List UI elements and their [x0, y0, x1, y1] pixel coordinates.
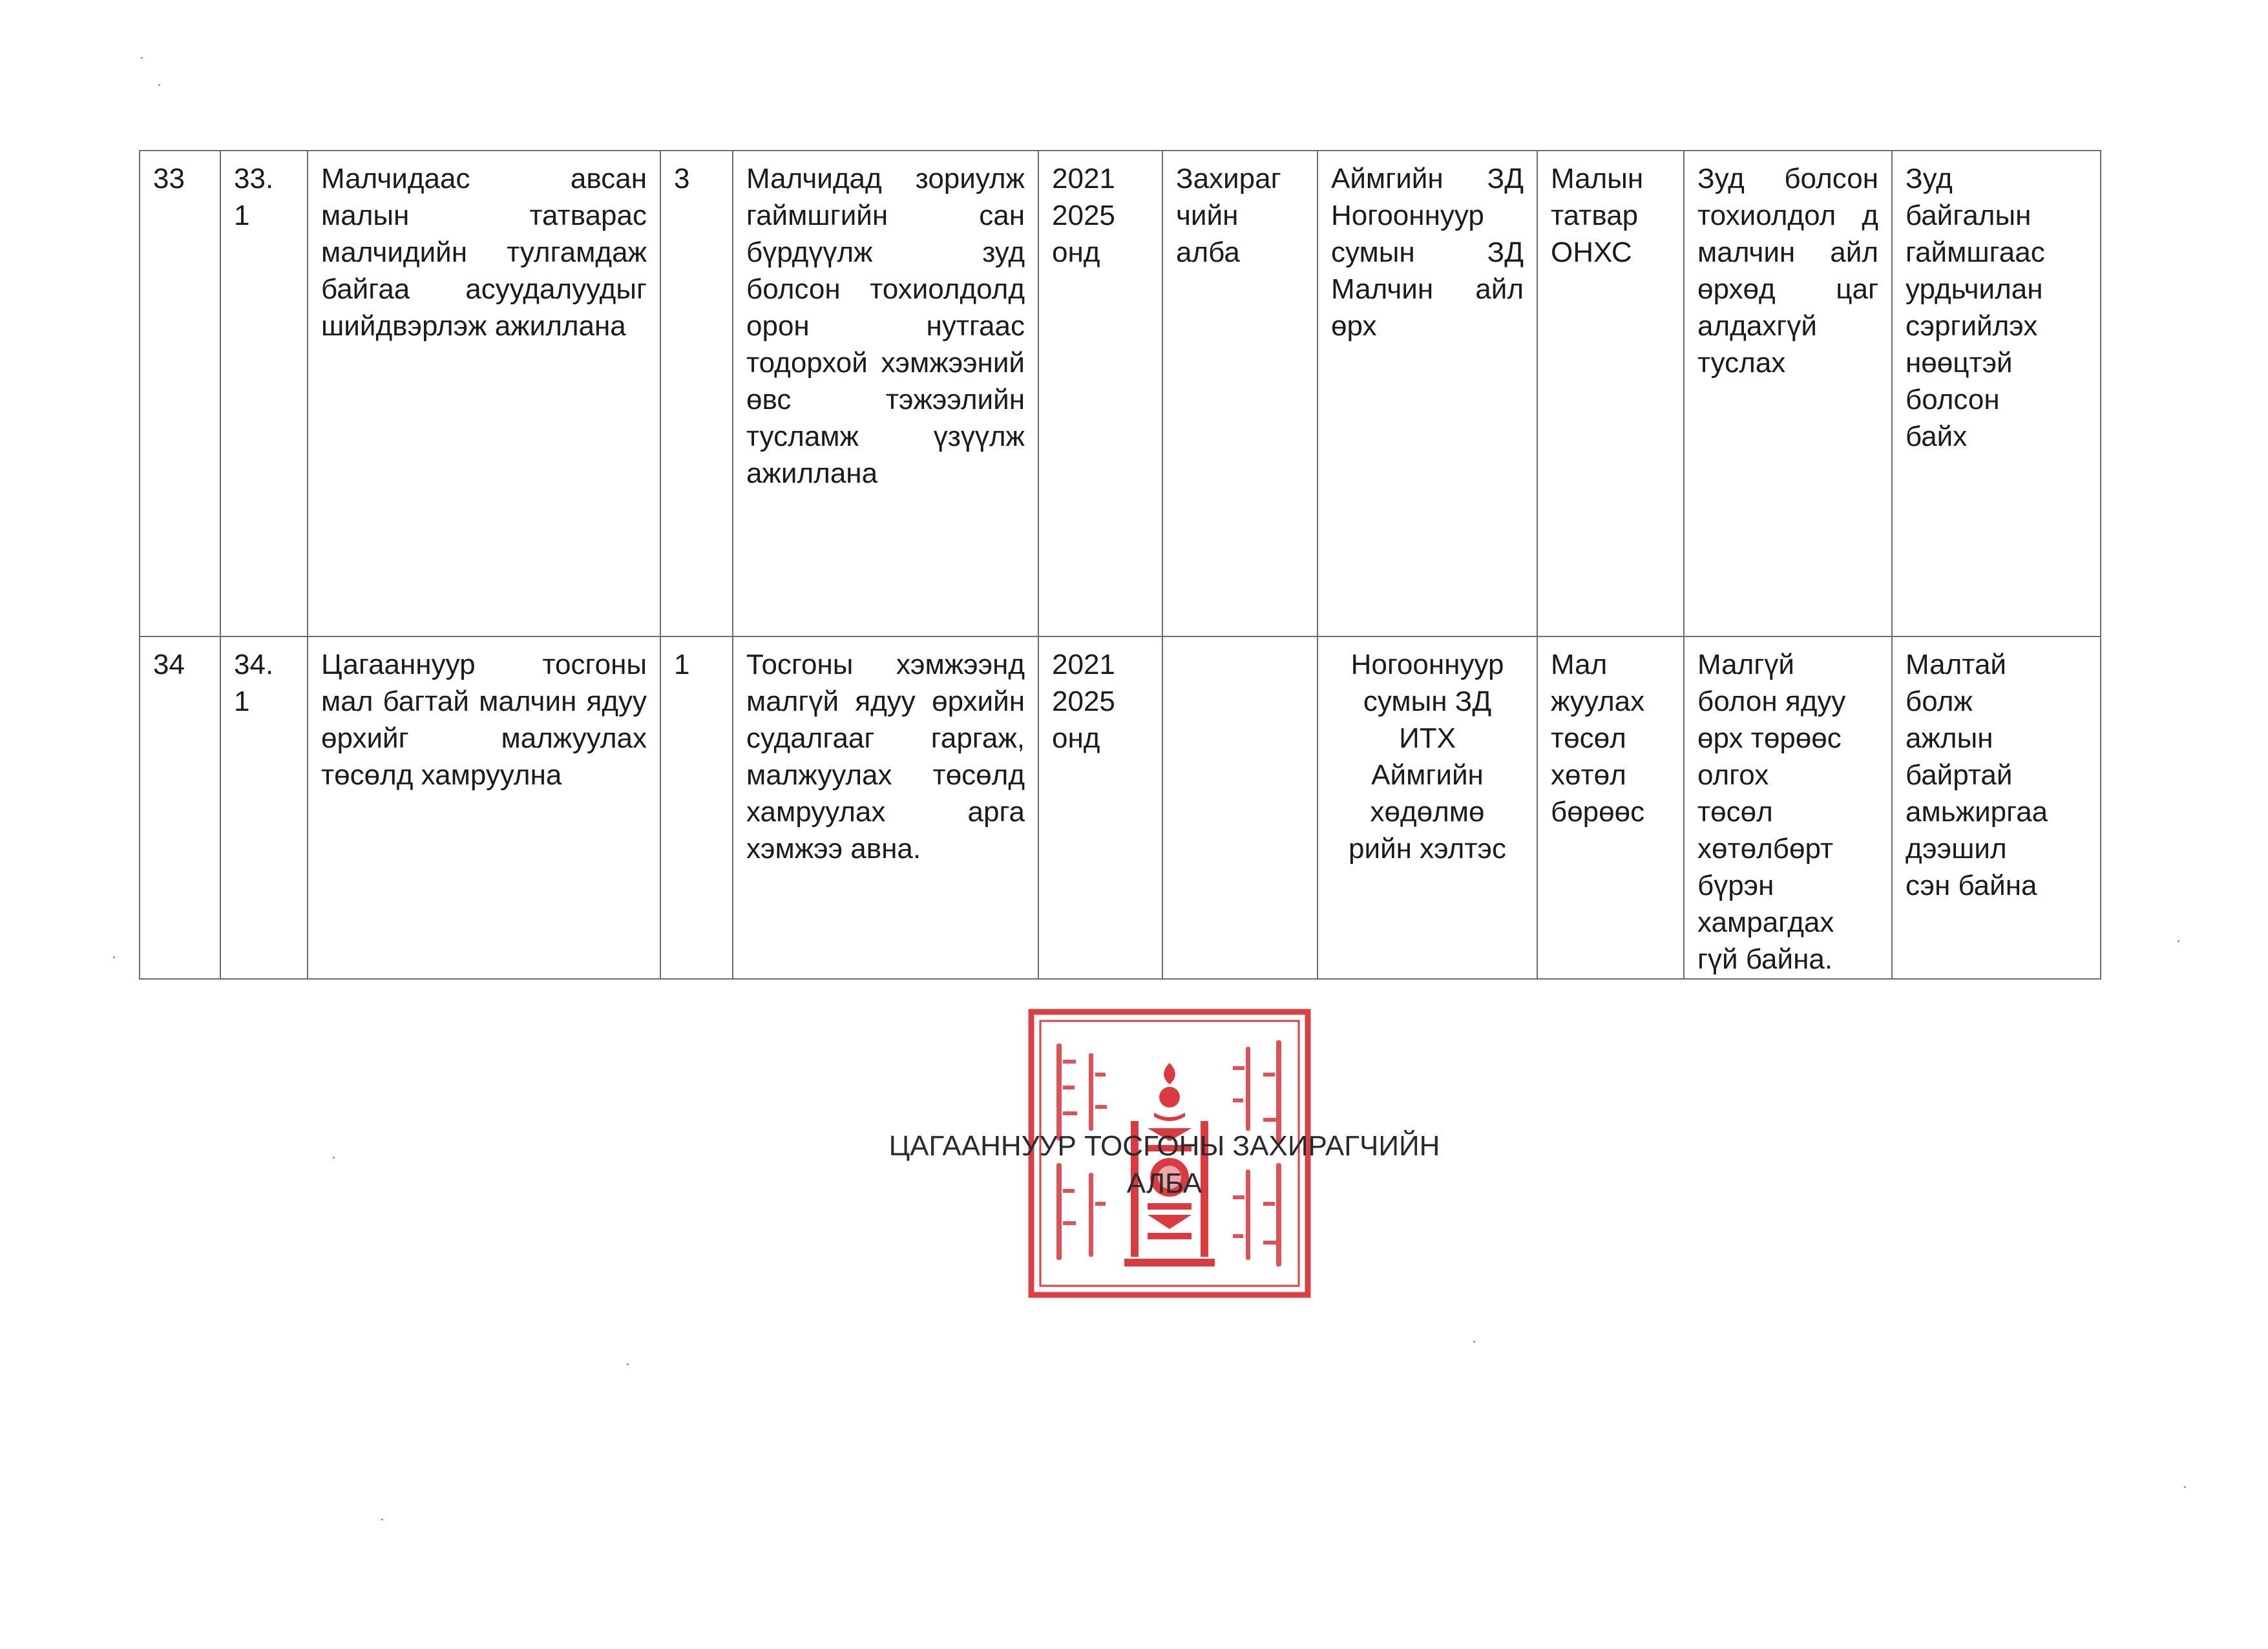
table-row — [140, 151, 2101, 636]
responsible-cell: Захираг чийн алба — [1162, 151, 1318, 636]
sub-number: 33. 1 — [220, 151, 308, 636]
sub-number: 34. 1 — [220, 636, 308, 979]
partners-cell: Ногооннуур сумын ЗД ИТХ Аймгийн хөдөлмө рийн хэлтэс — [1318, 636, 1537, 979]
signature-line-1: ЦАГААННУУР ТОСГОНЫ ЗАХИРАГЧИЙН — [888, 1130, 1440, 1162]
outcome-cell: Малтай болж ажлын байртай амьжиргаа дээшил сэн байна — [1892, 636, 2101, 979]
funding-cell: Мал жуулах төсөл хөтөл бөрөөс — [1537, 636, 1684, 979]
responsible-cell — [1162, 636, 1318, 979]
partners-cell: Аймгийн ЗД Ногооннуур сумын ЗД Малчин айл өрх — [1318, 151, 1537, 636]
activity-cell: Тосгоны хэмжээнд малгүй ядуу өрхийн судалгааг гаргаж, малжуулах төсөлд хамруулах арга хэмжээ авна. — [733, 636, 1038, 979]
activity-cell: Малчидад зориулж гаймшгийн сан бүрдүүлж зуд болсон тохиолдолд орон нутгаас тодорхой хэмжээний өвс тэжээлийн тусламж үзүүлж ажиллана — [733, 151, 1038, 636]
count-cell: 1 — [660, 636, 733, 979]
period-cell: 2021 2025 онд — [1038, 151, 1162, 636]
table-row — [140, 636, 2101, 979]
funding-cell: Малын татвар ОНХС — [1537, 151, 1684, 636]
action-plan-table — [139, 150, 2101, 980]
objective-cell: Малчидаас авсан малын татварас малчидийн тулгамдаж байгаа асуудалуудыг шийдвэрлэж ажиллана — [308, 151, 660, 636]
signature-block — [815, 1128, 1513, 1203]
row-number: 34 — [140, 636, 220, 979]
result-cell: Зуд болсон тохиолдол д малчин айл өрхөд цаг алдахгүй туслах — [1684, 151, 1892, 636]
objective-cell: Цагааннуур тосгоны мал багтай малчин ядуу өрхийг малжуулах төсөлд хамруулна — [308, 636, 660, 979]
row-number: 33 — [140, 151, 220, 636]
outcome-cell: Зуд байгалын гаймшгаас урдьчилан сэргийлэх нөөцтэй болсон байх — [1892, 151, 2101, 636]
signature-line-2: АЛБА — [1126, 1168, 1202, 1199]
count-cell: 3 — [660, 151, 733, 636]
result-cell: Малгүй болон ядуу өрх төрөөс олгох төсөл хөтөлбөрт бүрэн хамрагдах гүй байна. — [1684, 636, 1892, 979]
period-cell: 2021 2025 онд — [1038, 636, 1162, 979]
